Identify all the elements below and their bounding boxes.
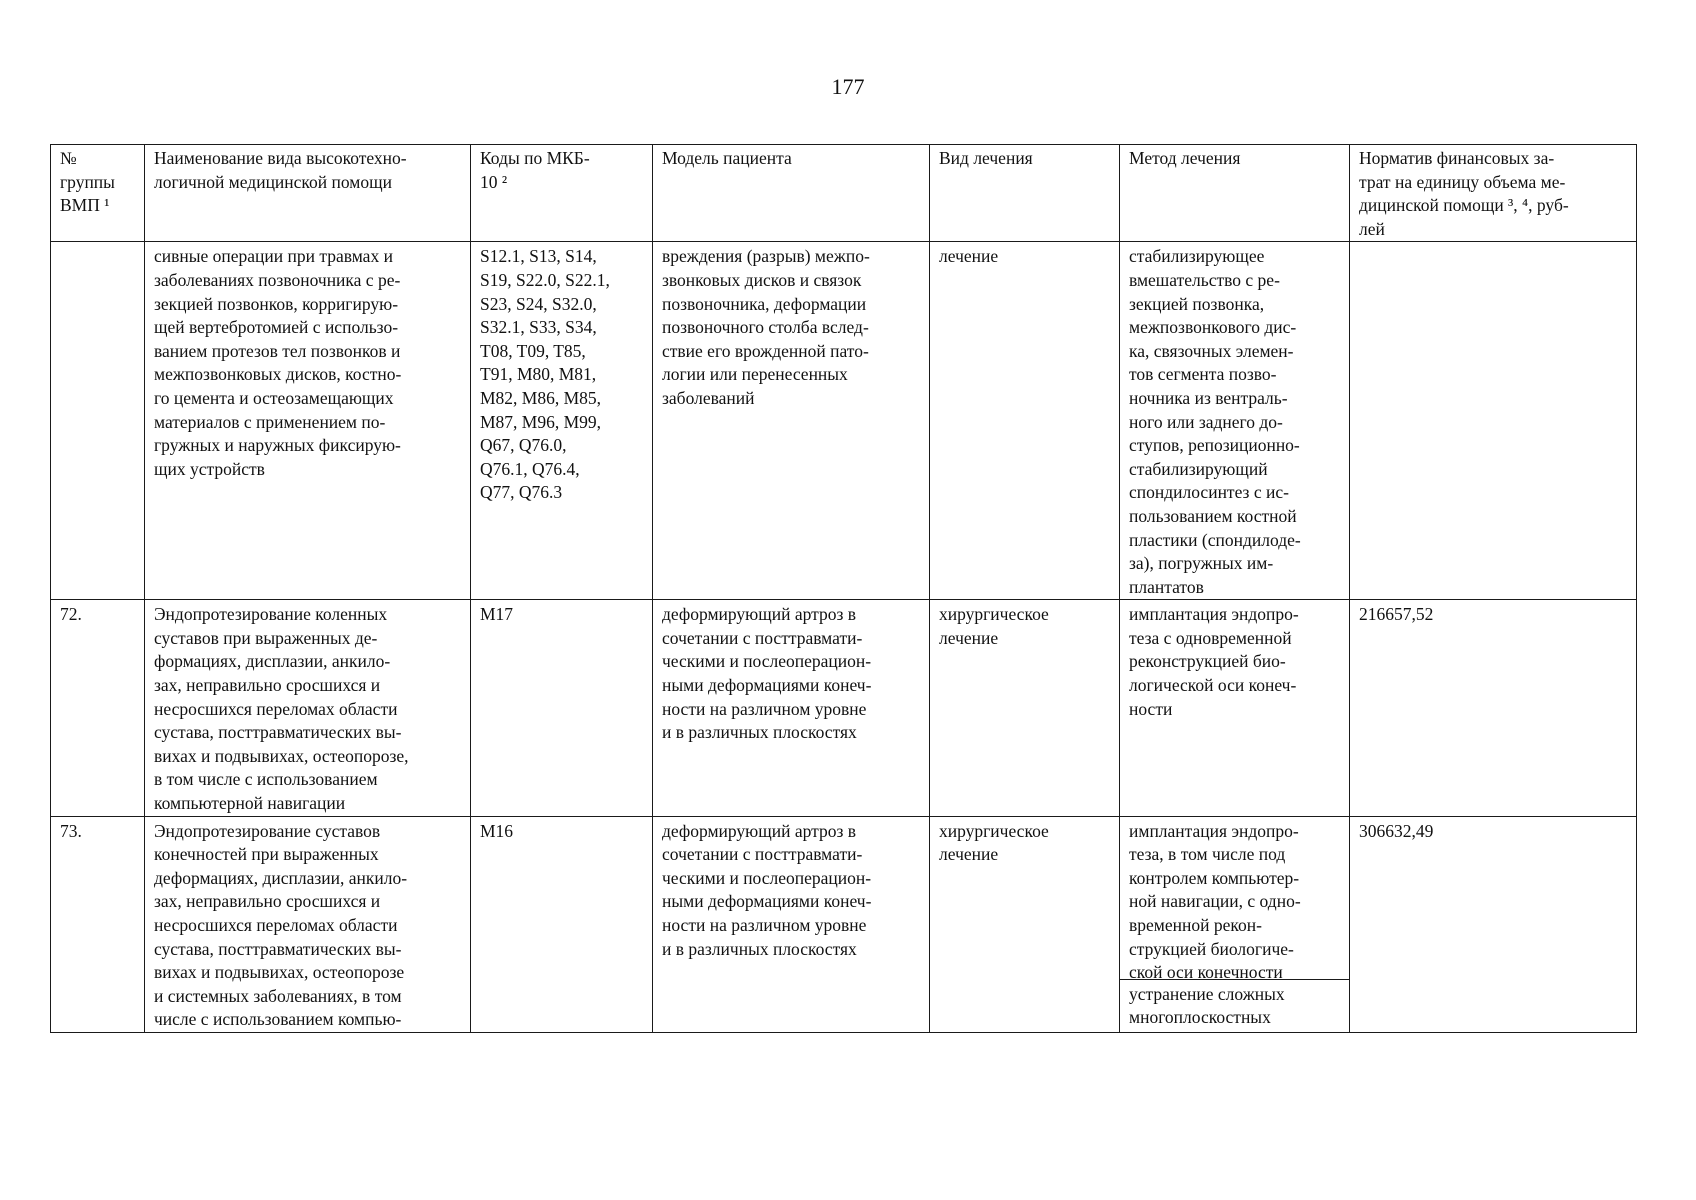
text-line: T08, T09, T85, <box>480 340 586 361</box>
text-line: ванием протезов тел позвонков и <box>154 340 401 361</box>
text-line: вреждения (разрыв) межпо- <box>662 246 870 267</box>
cell-treatment-type <box>930 816 1120 1032</box>
table-row <box>51 600 1637 816</box>
text-line: сочетании с посттравмати- <box>662 844 863 865</box>
text-line: и системных заболеваниях, в том <box>154 985 402 1006</box>
cell-treatment-type <box>930 600 1120 816</box>
text-line: Модель пациента <box>662 148 792 168</box>
cell-treatment-method <box>1120 600 1350 816</box>
text-line: материалов с применением по- <box>154 411 386 432</box>
header-treatment-type <box>930 145 1120 242</box>
method-primary <box>1120 817 1349 983</box>
text-line: заболеваний <box>662 387 755 408</box>
cell-treatment-method <box>1120 242 1350 600</box>
text-line: сустава, посттравматических вы- <box>154 722 402 743</box>
text-line: теза, в том числе под <box>1129 844 1286 865</box>
cell-icd-codes <box>471 600 653 816</box>
text-line: заболеваниях позвоночника с ре- <box>154 269 401 290</box>
cell-care-name <box>145 242 471 600</box>
text-line: пользованием костной <box>1129 505 1297 526</box>
text-line: контролем компьютер- <box>1129 867 1300 888</box>
text-line: гружных и наружных фиксирую- <box>154 435 401 456</box>
header-treatment-method <box>1120 145 1350 242</box>
text-line: реконструкцией био- <box>1129 651 1286 672</box>
text-line: зекцией позвонков, корригирую- <box>154 293 399 314</box>
text-line: устранение сложных <box>1129 983 1285 1004</box>
text-line: группы <box>60 171 115 192</box>
text-line: зекцией позвонка, <box>1129 293 1265 314</box>
text-line: ности на различном уровне <box>662 698 867 719</box>
text-line: M82, M86, M85, <box>480 387 602 408</box>
table-header-row <box>51 145 1637 242</box>
text-line: тов сегмента позво- <box>1129 364 1277 385</box>
text-line: несросшихся переломах области <box>154 915 398 935</box>
text-line: деформирующий артроз в <box>662 604 857 625</box>
page-number: 177 <box>831 74 865 99</box>
text-line: ной навигации, с одно- <box>1129 891 1301 912</box>
text-line: стабилизирующее <box>1129 246 1265 267</box>
header-group-number <box>51 145 145 242</box>
text-line: конечностей при выраженных <box>154 844 379 865</box>
text-line: лей <box>1359 218 1385 239</box>
text-line: несросшихся переломах области <box>154 698 398 719</box>
text-line: T91, M80, M81, <box>480 364 597 385</box>
text-line: числе с использованием компью- <box>154 1009 402 1030</box>
text-line: дицинской помощи ³, ⁴, руб- <box>1359 195 1569 216</box>
text-line: ствие его врожденной пато- <box>662 340 869 361</box>
text-line: имплантация эндопро- <box>1129 604 1299 625</box>
text-line: ными деформациями конеч- <box>662 675 872 696</box>
text-line: позвоночника, деформации <box>662 293 867 314</box>
text-line: формациях, дисплазии, анкило- <box>154 651 391 672</box>
text-line: M16 <box>480 820 514 841</box>
text-line: вихах и подвывихах, остеопорозе <box>154 962 405 983</box>
text-line: лечение <box>939 844 999 865</box>
vmp-table <box>50 144 1637 1033</box>
text-line: в том числе с использованием <box>154 769 378 790</box>
text-line: M17 <box>480 604 514 625</box>
text-line: Наименование вида высокотехно- <box>154 148 407 168</box>
text-line: имплантация эндопро- <box>1129 820 1299 841</box>
text-line: Эндопротезирование суставов <box>154 820 381 841</box>
text-line: ности <box>1129 698 1173 719</box>
cell-cost-standard: 306632,49 <box>1350 816 1637 1032</box>
cell-icd-codes <box>471 242 653 600</box>
text-line: Q77, Q76.3 <box>480 482 563 503</box>
text-line: ВМП ¹ <box>60 195 110 216</box>
text-line: временной рекон- <box>1129 915 1262 935</box>
text-line: лечение <box>939 246 999 267</box>
header-care-name <box>145 145 471 242</box>
text-line: ческими и послеоперацион- <box>662 867 872 888</box>
text-line: трат на единицу объема ме- <box>1359 171 1566 192</box>
text-line: ности на различном уровне <box>662 915 867 935</box>
text-line: Q76.1, Q76.4, <box>480 458 580 479</box>
text-line: вмешательство с ре- <box>1129 269 1280 290</box>
text-line: струкцией биологиче- <box>1129 938 1294 959</box>
text-line: хирургическое <box>939 604 1049 625</box>
text-line: щих устройств <box>154 458 265 479</box>
text-line: плантатов <box>1129 576 1204 597</box>
text-line: межпозвонкового дис- <box>1129 317 1297 338</box>
text-line: S12.1, S13, S14, <box>480 246 597 267</box>
text-line: межпозвонковых дисков, костно- <box>154 364 402 385</box>
text-line: зах, неправильно сросшихся и <box>154 675 381 696</box>
text-line: деформирующий артроз в <box>662 820 857 841</box>
text-line: и в различных плоскостях <box>662 938 857 959</box>
text-line: компьютерной навигации <box>154 793 346 814</box>
cell-treatment-method <box>1120 816 1350 1032</box>
text-line: Q67, Q76.0, <box>480 435 567 456</box>
text-line: Метод лечения <box>1129 148 1241 168</box>
text-line: ской оси конечности <box>1129 962 1283 983</box>
text-line: хирургическое <box>939 820 1049 841</box>
text-line: пластики (спондилоде- <box>1129 529 1301 550</box>
text-line: ного или заднего до- <box>1129 411 1283 432</box>
text-line: позвоночного столба вслед- <box>662 317 869 338</box>
text-line: Норматив финансовых за- <box>1359 148 1555 168</box>
header-cost-standard <box>1350 145 1637 242</box>
text-line: го цемента и остеозамещающих <box>154 387 394 408</box>
header-icd-codes <box>471 145 653 242</box>
text-line: ческими и послеоперацион- <box>662 651 872 672</box>
cell-cost-standard <box>1350 242 1637 600</box>
text-line: спондилосинтез с ис- <box>1129 482 1289 503</box>
text-line: и в различных плоскостях <box>662 722 857 743</box>
text-line: звонковых дисков и связок <box>662 269 862 290</box>
text-line: M87, M96, M99, <box>480 411 602 432</box>
cell-treatment-type <box>930 242 1120 600</box>
text-line: ными деформациями конеч- <box>662 891 872 912</box>
text-line: ступов, репозиционно- <box>1129 435 1300 456</box>
text-line: за), погружных им- <box>1129 553 1274 574</box>
cell-patient-model <box>653 242 930 600</box>
text-line: логической оси конеч- <box>1129 675 1297 696</box>
cell-group-number: 73. <box>51 816 145 1032</box>
cell-patient-model <box>653 600 930 816</box>
text-line: лечение <box>939 627 999 648</box>
cell-care-name <box>145 600 471 816</box>
text-line: сустава, посттравматических вы- <box>154 938 402 959</box>
cell-patient-model <box>653 816 930 1032</box>
text-line: ка, связочных элемен- <box>1129 340 1294 361</box>
cell-icd-codes <box>471 816 653 1032</box>
text-line: сивные операции при травмах и <box>154 246 393 267</box>
text-line: S19, S22.0, S22.1, <box>480 269 610 290</box>
text-line: 10 ² <box>480 171 508 192</box>
cell-cost-standard: 216657,52 <box>1350 600 1637 816</box>
cell-group-number <box>51 242 145 600</box>
text-line: зах, неправильно сросшихся и <box>154 891 381 912</box>
text-line: № <box>60 148 77 168</box>
text-line: деформациях, дисплазии, анкило- <box>154 867 408 888</box>
text-line: щей вертебротомией с использо- <box>154 317 399 338</box>
table-row <box>51 242 1637 600</box>
text-line: суставов при выраженных де- <box>154 627 378 648</box>
text-line: теза с одновременной <box>1129 627 1292 648</box>
text-line: вихах и подвывихах, остеопорозе, <box>154 745 409 766</box>
text-line: логии или перенесенных <box>662 364 848 385</box>
text-line: стабилизирующий <box>1129 458 1268 479</box>
cell-care-name <box>145 816 471 1032</box>
table-row <box>51 816 1637 1032</box>
cell-group-number: 72. <box>51 600 145 816</box>
text-line: Вид лечения <box>939 148 1033 168</box>
text-line: логичной медицинской помощи <box>154 171 392 192</box>
header-patient-model <box>653 145 930 242</box>
text-line: S32.1, S33, S34, <box>480 317 597 338</box>
text-line: Коды по МКБ- <box>480 148 590 168</box>
method-secondary <box>1120 980 1349 1030</box>
text-line: многоплоскостных <box>1129 1007 1271 1028</box>
text-line: ночника из вентраль- <box>1129 387 1288 408</box>
text-line: сочетании с посттравмати- <box>662 627 863 648</box>
text-line: Эндопротезирование коленных <box>154 604 388 625</box>
text-line: S23, S24, S32.0, <box>480 293 597 314</box>
